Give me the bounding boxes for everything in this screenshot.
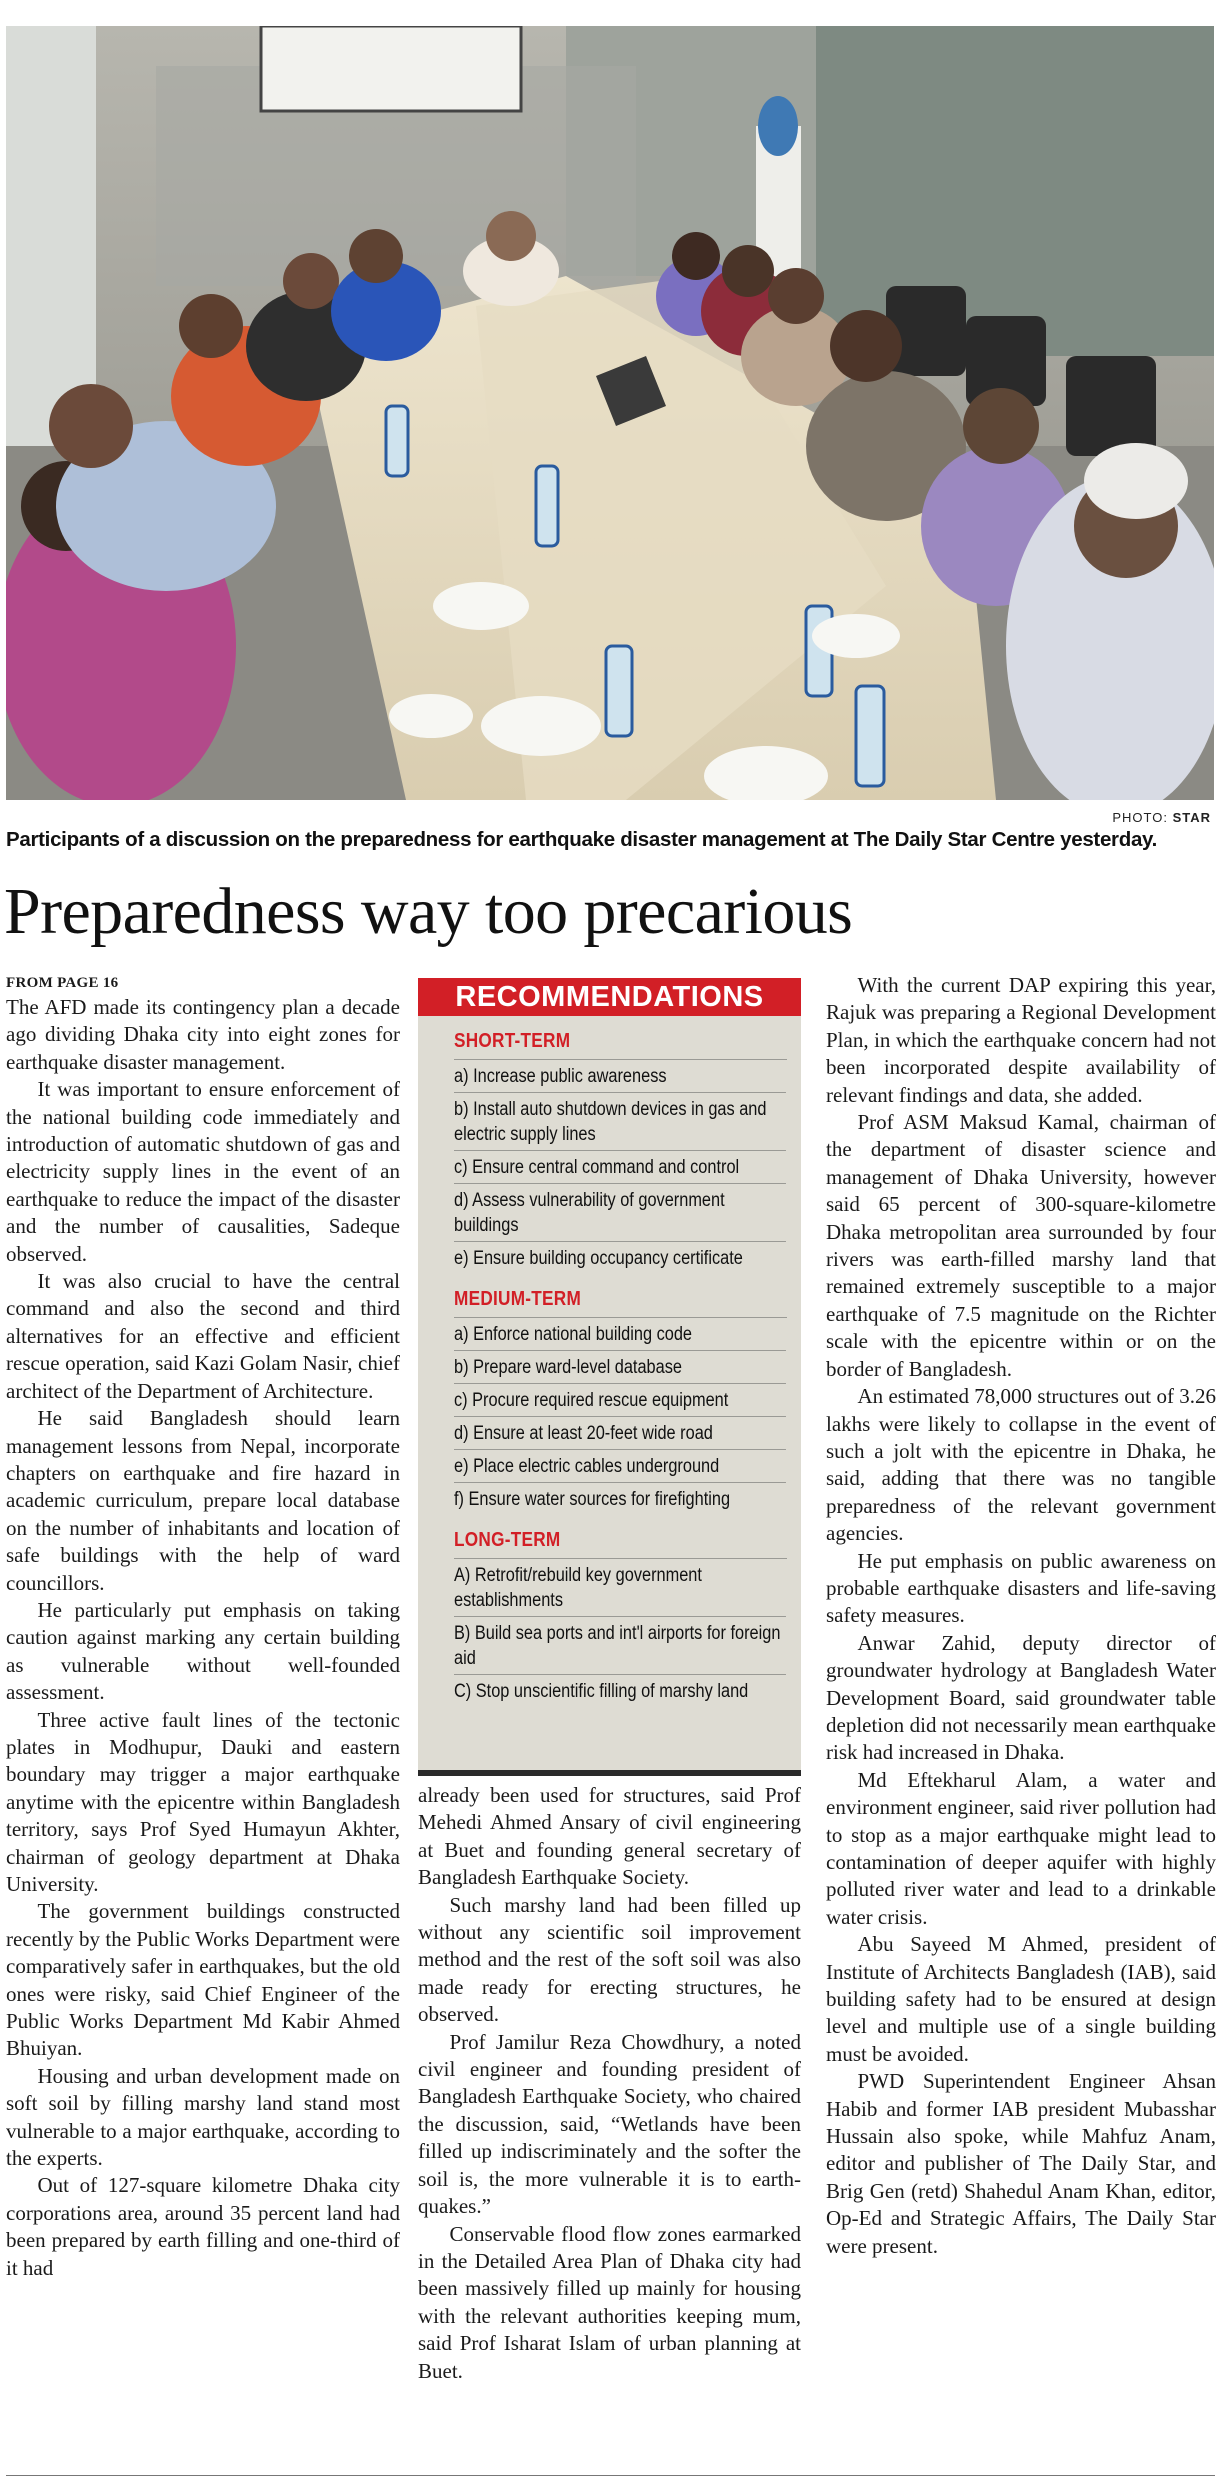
article-headline: Preparedness way too precarious [4, 875, 853, 948]
section-title: SHORT-TERM [454, 1030, 571, 1052]
short-term-section [454, 1016, 787, 1274]
photo-credit-label: PHOTO: [1112, 810, 1168, 825]
section-title: MEDIUM-TERM [454, 1288, 582, 1310]
article-paragraph: It was also crucial to have the central command and also the second and third alternatives for an effective and efficient rescue operation, said Kazi Golam Nasir, chief architect of the Department of Architecture. [6, 1269, 400, 1403]
article-paragraph: He particularly put emphasis on taking caution against marking any certain building as vulnerable without well-founded assessment. [6, 1597, 400, 1705]
long-term-section [454, 1515, 787, 1707]
article-paragraph: Abu Sayeed M Ahmed, president of Institute of Architects Bangladesh (IAB), said building safety had to be ensured at design level and multiple use of a single building must be avoided. [826, 1932, 1216, 2066]
meeting-photo [6, 26, 1214, 800]
recommendation-item: e) Ensure building occupancy certificate [454, 1248, 743, 1269]
recommendation-item: B) Build sea ports and int'l airports for foreign aid [454, 1617, 786, 1675]
recommendation-item: a) Increase public awareness [454, 1060, 786, 1093]
article-paragraph: He said Bangladesh should learn management lessons from Nepal, incorporate chapters on earthquake and fire hazard in academic curriculum, prepare local database on the number of inhabitants and location of safe buildings with the help of ward councillors. [6, 1406, 400, 1595]
article-paragraph: He put emphasis on public awareness on probable earthquake disasters and life-saving safety measures. [826, 1548, 1216, 1628]
recommendation-item: A) Retrofit/rebuild key government establishments [454, 1559, 786, 1617]
article-paragraph: Prof Jamilur Reza Chowdhury, a noted civil engineer and founding president of Bangladesh Earthquake Society, who chaired the discussion, said, “Wetlands have been filled up indiscriminately and the softer the soil is, the more vulnerable it is to earthquakes.” [418, 2029, 801, 2219]
bottom-divider [6, 2475, 1215, 2476]
recommendation-list [454, 1059, 787, 1274]
photo-caption: Participants of a discussion on the preparedness for earthquake disaster management at The Daily Star Centre yesterday. [6, 828, 1158, 851]
article-paragraph: The AFD made its contingency plan a decade ago dividing Dhaka city into eight zones for earthquake disaster management. [6, 995, 400, 1074]
recommendation-item: b) Prepare ward-level database [454, 1351, 786, 1384]
continuation-label: FROM PAGE 16 [6, 975, 119, 991]
article-paragraph: Three active fault lines of the tectonic plates in Modhupur, Dauki and eastern boundary may trigger a major earthquake anytime with the epicentre within Bangladesh territory, says Prof Syed Humayun Akhter, chairman of geology department at Dhaka University. [6, 1707, 400, 1896]
article-paragraph: Such marshy land had been filled up without any scientific soil improvement method and the rest of the soft soil was also made ready for erecting structures, he observed. [418, 1892, 801, 2027]
recommendation-item: c) Ensure central command and control [454, 1151, 786, 1184]
recommendation-item: b) Install auto shutdown devices in gas and electric supply lines [454, 1093, 786, 1151]
recommendation-list [454, 1317, 787, 1515]
article-paragraph: The government buildings constructed recently by the Public Works Department were comparatively safer in earthquakes, but the old ones were risky, said Chief Engineer of the Public Works Department Md Kabir Ahmed Bhuiyan. [6, 1899, 400, 2061]
article-column-3 [826, 972, 1216, 2260]
article-paragraph: Housing and urban development made on soft soil by filling marshy land stand most vulnerable to a major earthquake, according to the experts. [6, 2063, 400, 2171]
recommendation-list [454, 1558, 787, 1707]
article-paragraph: Anwar Zahid, deputy director of groundwater hydrology at Bangladesh Water Development Board, said groundwater table depletion did not necessarily mean earthquake risk had increased in Dhaka. [826, 1630, 1216, 1765]
recommendation-item: e) Place electric cables underground [454, 1450, 786, 1483]
meeting-photo-illustration [6, 26, 1214, 800]
article-column-2 [418, 1782, 801, 2385]
article-paragraph: Md Eftekharul Alam, a water and environment engineer, said river pollution had to stop as a major earthquake might lead to contamination of deeper aquifer with highly polluted river water and lead to a drinkable water crisis. [826, 1767, 1216, 1929]
article-paragraph: It was important to ensure enforcement of the national building code immediately and introduction of automatic shutdown of gas and electricity supply lines in the event of an earthquake to reduce the impact of the disaster and the number of causalities, Sadeque observed. [6, 1077, 400, 1266]
recommendations-title: RECOMMENDATIONS [418, 978, 801, 1016]
recommendations-box [418, 978, 801, 1776]
article-paragraph: Out of 127-square kilometre Dhaka city corporations area, around 35 percent land had been prepared by earth filling and one-third of it had [6, 2173, 400, 2280]
article-paragraph: Prof ASM Maksud Kamal, chairman of the department of disaster science and management of Dhaka University, however said 65 percent of 300-square-kilometre Dhaka metropolitan area surrounded by four rivers was earth-filled marshy land that remained extremely susceptible to a major earthquake of 7.5 magnitude on the Richter scale with the epicentre within or on the border of Bangladesh. [826, 1110, 1216, 1381]
recommendation-item: C) Stop unscientific filling of marshy land [454, 1681, 749, 1702]
article-paragraph: already been used for structures, said Prof Mehedi Ahmed Ansary of civil engineering at Buet and founding general secretary of Bangladesh Earthquake Society. [418, 1783, 801, 1890]
medium-term-section [454, 1274, 787, 1515]
recommendation-item: c) Procure required rescue equipment [454, 1384, 786, 1417]
article-paragraph: PWD Superintendent Engineer Ahsan Habib and former IAB president Mubasshar Hussain also spoke, while Mahfuz Anam, editor and publisher of The Daily Star, and Brig Gen (retd) Shahedul Anam Khan, editor, Op-Ed and Strategic Affairs, The Daily Star were present. [826, 2069, 1216, 2258]
article-paragraph: An estimated 78,000 structures out of 3.26 lakhs were likely to collapse in the event of such a jolt with the epicentre in Dhaka, he said, adding that there was no tangible preparedness of the relevant government agencies. [826, 1384, 1216, 1546]
recommendation-item: d) Ensure at least 20-feet wide road [454, 1417, 786, 1450]
article-column-1 [6, 972, 400, 2282]
article-paragraph: Conservable flood flow zones earmarked in the Detailed Area Plan of Dhaka city had been massively filled up mainly for housing with the relevant authorities keeping mum, said Prof Isharat Islam of urban planning at Buet. [418, 2221, 801, 2383]
recommendation-item: f) Ensure water sources for firefighting [454, 1489, 731, 1510]
photo-credit [1112, 810, 1211, 825]
section-title: LONG-TERM [454, 1529, 561, 1551]
photo-credit-source: STAR [1172, 810, 1211, 825]
recommendation-item: a) Enforce national building code [454, 1318, 786, 1351]
recommendation-item: d) Assess vulnerability of government buildings [454, 1184, 786, 1242]
article-paragraph: With the current DAP expiring this year, Rajuk was preparing a Regional Development Plan, in which the earthquake concern had not been incorporated despite availability of relevant findings and data, she added. [826, 973, 1216, 1107]
